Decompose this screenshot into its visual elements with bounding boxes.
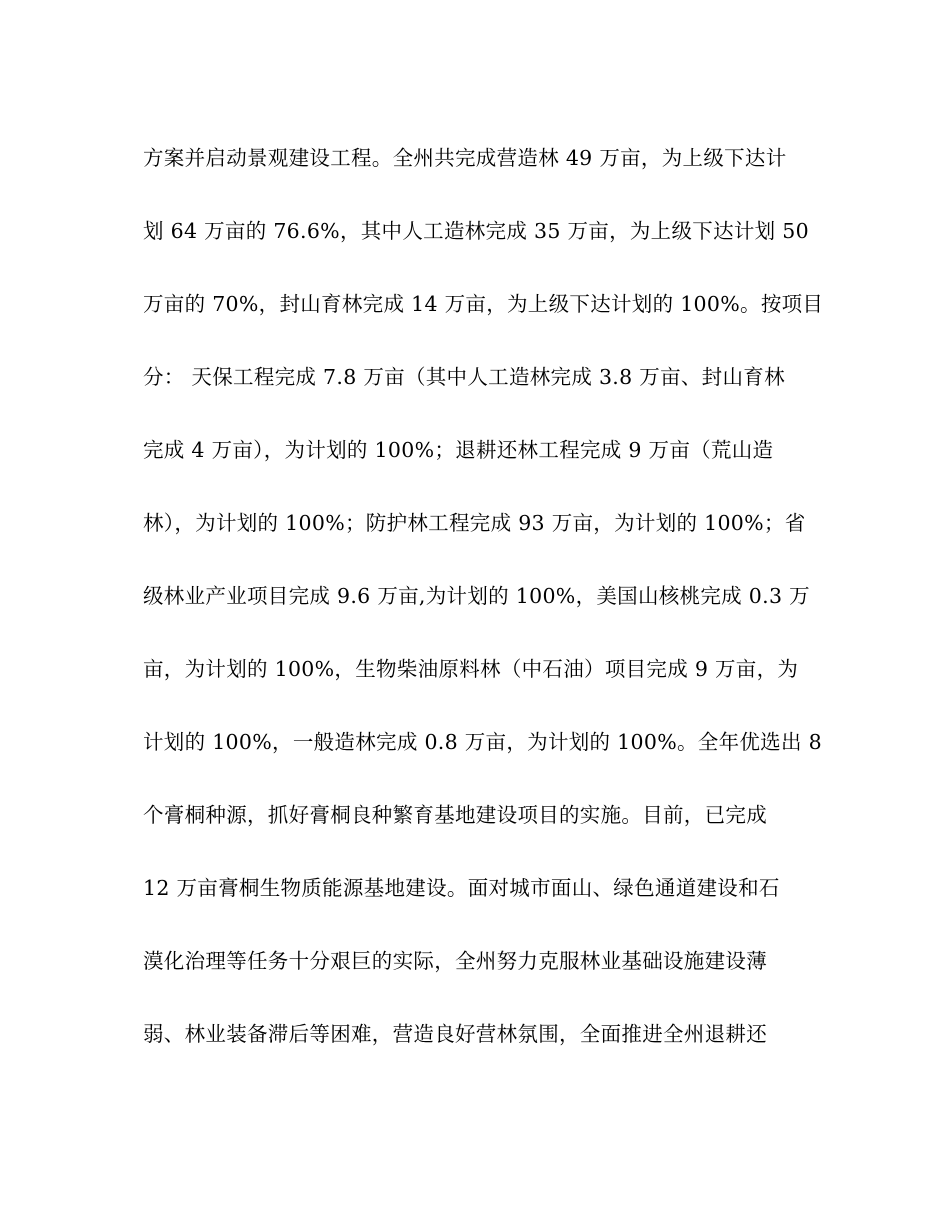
text-line-11: 12 万亩膏桐生物质能源基地建设。面对城市面山、绿色通道建设和石: [143, 876, 780, 900]
text-line-4: 分： 天保工程完成 7.8 万亩（其中人工造林完成 3.8 万亩、封山育林: [143, 365, 785, 389]
body-paragraph: [143, 138, 823, 1087]
text-line-7: 级林业产业项目完成 9.6 万亩,为计划的 100%，美国山核桃完成 0.3 万: [143, 584, 810, 608]
text-line-8: 亩，为计划的 100%，生物柴油原料林（中石油）项目完成 9 万亩，为: [143, 657, 799, 681]
text-line-12: 漠化治理等任务十分艰巨的实际，全州努力克服林业基础设施建设薄: [143, 949, 767, 973]
text-line-5: 完成 4 万亩），为计划的 100%；退耕还林工程完成 9 万亩（荒山造: [143, 438, 774, 462]
text-line-3: 万亩的 70%，封山育林完成 14 万亩，为上级下达计划的 100%。按项目: [143, 292, 824, 316]
text-line-6: 林），为计划的 100%；防护林工程完成 93 万亩，为计划的 100%；省: [143, 511, 806, 535]
text-line-10: 个膏桐种源，抓好膏桐良种繁育基地建设项目的实施。目前，已完成: [143, 803, 767, 827]
text-line-1: 方案并启动景观建设工程。全州共完成营造林 49 万亩，为上级下达计: [143, 146, 787, 170]
text-line-13: 弱、林业装备滞后等困难，营造良好营林氛围，全面推进全州退耕还: [143, 1022, 767, 1046]
text-line-2: 划 64 万亩的 76.6%，其中人工造林完成 35 万亩，为上级下达计划 50: [143, 219, 809, 243]
text-line-9: 计划的 100%，一般造林完成 0.8 万亩，为计划的 100%。全年优选出 8: [143, 730, 822, 754]
